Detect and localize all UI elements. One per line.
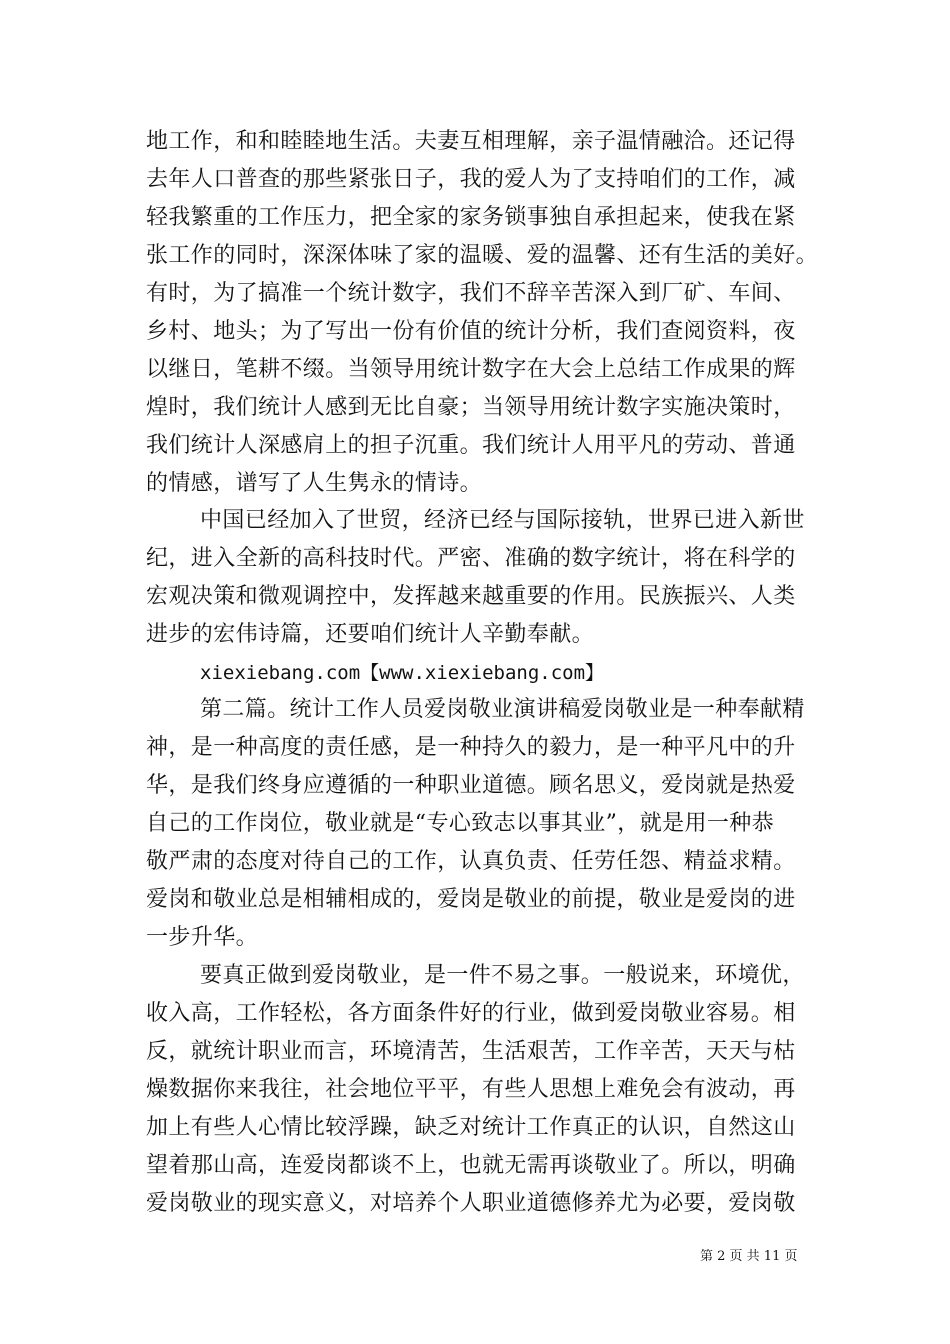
body-line: 望着那山高，连爱岗都谈不上，也就无需再谈敬业了。所以，明确 [146,1153,796,1178]
body-line: 的情感，谱写了人生隽永的情诗。 [146,471,483,496]
body-line: 轻我繁重的工作压力，把全家的家务锁事独自承担起来，使我在紧 [146,205,796,230]
body-line: 纪，进入全新的高科技时代。严密、准确的数字统计，将在科学的 [146,546,796,571]
body-line: 反，就统计职业而言，环境清苦，生活艰苦，工作辛苦，天天与枯 [146,1039,796,1064]
body-line: 一步升华。 [146,925,259,950]
body-line: 自己的工作岗位，敬业就是“专心致志以事其业”，就是用一种恭 [146,811,775,836]
body-line: 敬严肃的态度对待自己的工作，认真负责、任劳任怨、精益求精。 [146,849,796,874]
paragraph-first-line: 要真正做到爱岗敬业，是一件不易之事。一般说来，环境优， [200,963,805,988]
body-line: 乡村、地头；为了写出一份有价值的统计分析，我们查阅资料，夜 [146,319,796,344]
body-line: 张工作的同时，深深体味了家的温暖、爱的温馨、还有生活的美好。 [146,243,819,268]
body-line: 煌时，我们统计人感到无比自豪；当领导用统计数字实施决策时， [146,395,796,420]
body-line: 燥数据你来我往，社会地位平平，有些人思想上难免会有波动，再 [146,1077,796,1102]
body-line: 去年人口普查的那些紧张日子，我的爱人为了支持咱们的工作，减 [146,167,796,192]
body-line: 爱岗和敬业总是相辅相成的，爱岗是敬业的前提，敬业是爱岗的进 [146,887,796,912]
paragraph-first-line: 第二篇。统计工作人员爱岗敬业演讲稿爱岗敬业是一种奉献精 [200,697,805,722]
body-line: 以继日，笔耕不缀。当领导用统计数字在大会上总结工作成果的辉 [146,357,796,382]
body-line: 进步的宏伟诗篇，还要咱们统计人辛勤奉献。 [146,622,595,647]
body-line: 加上有些人心情比较浮躁，缺乏对统计工作真正的认识，自然这山 [146,1115,796,1140]
body-line: 爱岗敬业的现实意义，对培养个人职业道德修养尤为必要，爱岗敬 [146,1191,796,1216]
body-line: 收入高，工作轻松，各方面条件好的行业，做到爱岗敬业容易。相 [146,1001,796,1026]
body-line: 宏观决策和微观调控中，发挥越来越重要的作用。民族振兴、人类 [146,584,796,609]
body-line: 华，是我们终身应遵循的一种职业道德。顾名思义，爱岗就是热爱 [146,773,796,798]
body-line: 地工作，和和睦睦地生活。夫妻互相理解，亲子温情融洽。还记得 [146,129,796,154]
source-link-text: xiexiebang.com【www.xiexiebang.com】 [200,662,605,684]
body-line: 神，是一种高度的责任感，是一种持久的毅力，是一种平凡中的升 [146,735,796,760]
paragraph-first-line: 中国已经加入了世贸，经济已经与国际接轨，世界已进入新世 [200,508,805,533]
body-line: 我们统计人深感肩上的担子沉重。我们统计人用平凡的劳动、普通 [146,433,796,458]
page-number-footer: 第 2 页 共 11 页 [700,1249,798,1264]
body-line: 有时，为了搞准一个统计数字，我们不辞辛苦深入到厂矿、车间、 [146,281,796,306]
